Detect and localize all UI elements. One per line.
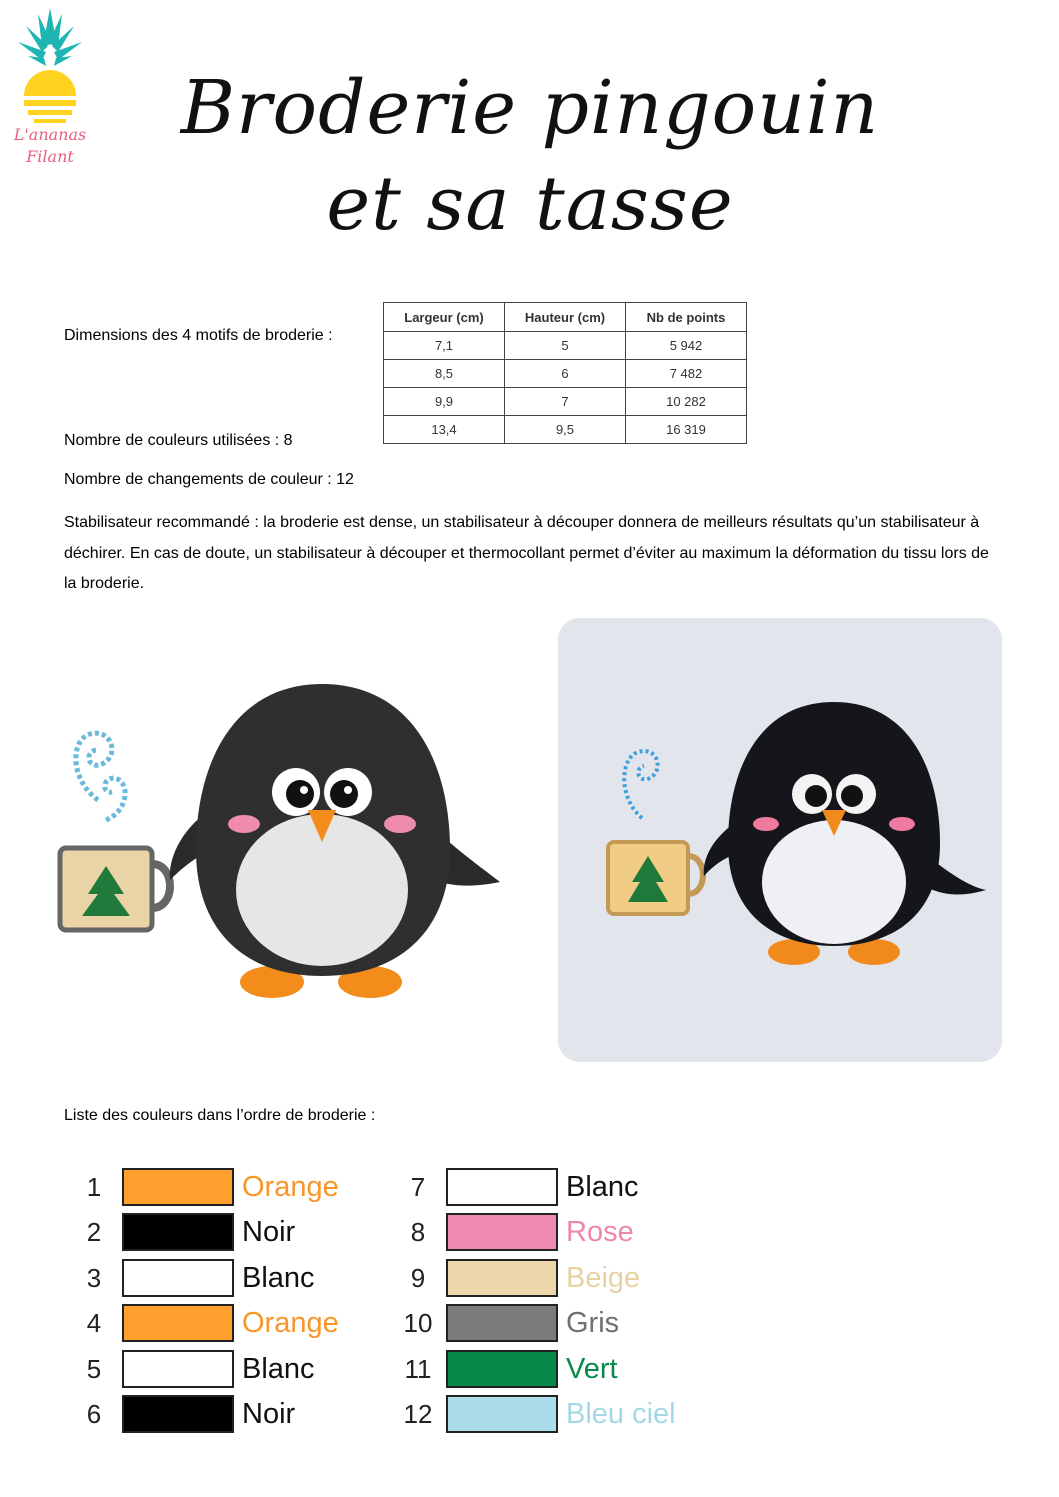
color-swatch — [446, 1350, 558, 1388]
color-name: Orange — [242, 1171, 339, 1203]
color-name: Beige — [566, 1261, 641, 1294]
table-cell: 6 — [505, 360, 626, 388]
color-swatch — [446, 1304, 558, 1342]
color-swatch — [446, 1168, 558, 1206]
logo-line-2: Filant — [26, 147, 74, 166]
table-row — [384, 332, 747, 360]
dimensions-label: Dimensions des 4 motifs de broderie : — [64, 327, 333, 344]
color-changes-text: Nombre de changements de couleur : 12 — [64, 471, 354, 488]
color-swatch — [446, 1259, 558, 1297]
color-name: Vert — [566, 1352, 618, 1385]
color-item — [398, 1304, 698, 1342]
table-cell: 9,5 — [505, 416, 626, 444]
color-name: Blanc — [242, 1352, 315, 1385]
color-item — [74, 1168, 374, 1206]
color-item — [398, 1168, 698, 1206]
color-item — [398, 1395, 698, 1433]
table-row — [384, 416, 747, 444]
table-cell: 7,1 — [384, 332, 505, 360]
table-cell: 7 482 — [626, 360, 747, 388]
color-name: Noir — [242, 1398, 296, 1430]
table-header-width: Largeur (cm) — [384, 303, 505, 332]
logo-text — [8, 124, 92, 168]
color-number: 8 — [410, 1217, 426, 1248]
table-header-height: Hauteur (cm) — [505, 303, 626, 332]
embroidery-photo — [558, 618, 1002, 1062]
color-swatch — [122, 1259, 234, 1297]
title-line-1: Broderie pingouin — [180, 65, 880, 151]
color-name: Blanc — [242, 1261, 315, 1294]
color-item — [74, 1350, 374, 1388]
page-title — [160, 60, 900, 252]
table-cell: 10 282 — [626, 388, 747, 416]
table-cell: 7 — [505, 388, 626, 416]
table-cell: 5 942 — [626, 332, 747, 360]
color-name: Rose — [566, 1216, 634, 1249]
table-row — [384, 360, 747, 388]
color-name: Gris — [566, 1307, 620, 1340]
color-item — [74, 1213, 374, 1251]
color-number: 10 — [403, 1308, 433, 1339]
color-item — [74, 1259, 374, 1297]
table-row — [384, 388, 747, 416]
color-item — [398, 1213, 698, 1251]
table-header-stitches: Nb de points — [626, 303, 747, 332]
title-line-2: et sa tasse — [326, 161, 734, 247]
color-number: 2 — [86, 1217, 102, 1248]
color-number: 1 — [86, 1172, 102, 1202]
embroidered-penguin-icon — [558, 618, 1002, 1062]
table-cell: 5 — [505, 332, 626, 360]
color-item — [398, 1350, 698, 1388]
color-number: 11 — [404, 1353, 432, 1384]
color-number: 5 — [86, 1353, 102, 1384]
color-name: Blanc — [566, 1171, 639, 1203]
color-name: Orange — [242, 1307, 339, 1340]
color-swatch — [446, 1395, 558, 1433]
color-swatch — [122, 1168, 234, 1206]
color-item — [398, 1259, 698, 1297]
color-swatch — [122, 1350, 234, 1388]
color-swatch — [122, 1395, 234, 1433]
table-cell: 13,4 — [384, 416, 505, 444]
color-number: 3 — [86, 1262, 102, 1293]
color-number: 9 — [410, 1262, 426, 1293]
color-number: 4 — [86, 1308, 102, 1339]
table-cell: 16 319 — [626, 416, 747, 444]
color-number: 6 — [86, 1399, 102, 1429]
color-name: Noir — [242, 1216, 296, 1249]
logo-line-1: L'ananas — [13, 125, 87, 144]
color-swatch — [122, 1213, 234, 1251]
color-swatch — [122, 1304, 234, 1342]
dimensions-table — [383, 302, 747, 444]
color-item — [74, 1395, 374, 1433]
color-item — [74, 1304, 374, 1342]
color-swatch — [446, 1213, 558, 1251]
stabilizer-paragraph: Stabilisateur recommandé : la broderie est dense, un stabilisateur à découper donnera de meilleurs résultats qu’un stabilisateur à déchirer. En cas de doute, un stabilisateur à découper et thermocollant permet d’éviter au maximum la déformation du tissu lors de la broderie. — [64, 514, 989, 592]
color-list-label: Liste des couleurs dans l’ordre de broderie : — [64, 1107, 376, 1124]
colors-used-text: Nombre de couleurs utilisées : 8 — [64, 432, 293, 449]
penguin-design-image — [50, 660, 510, 1010]
color-number: 7 — [410, 1172, 426, 1202]
table-cell: 9,9 — [384, 388, 505, 416]
color-name: Bleu ciel — [566, 1398, 676, 1430]
table-header-row — [384, 303, 747, 332]
color-number: 12 — [403, 1399, 433, 1429]
table-cell: 8,5 — [384, 360, 505, 388]
